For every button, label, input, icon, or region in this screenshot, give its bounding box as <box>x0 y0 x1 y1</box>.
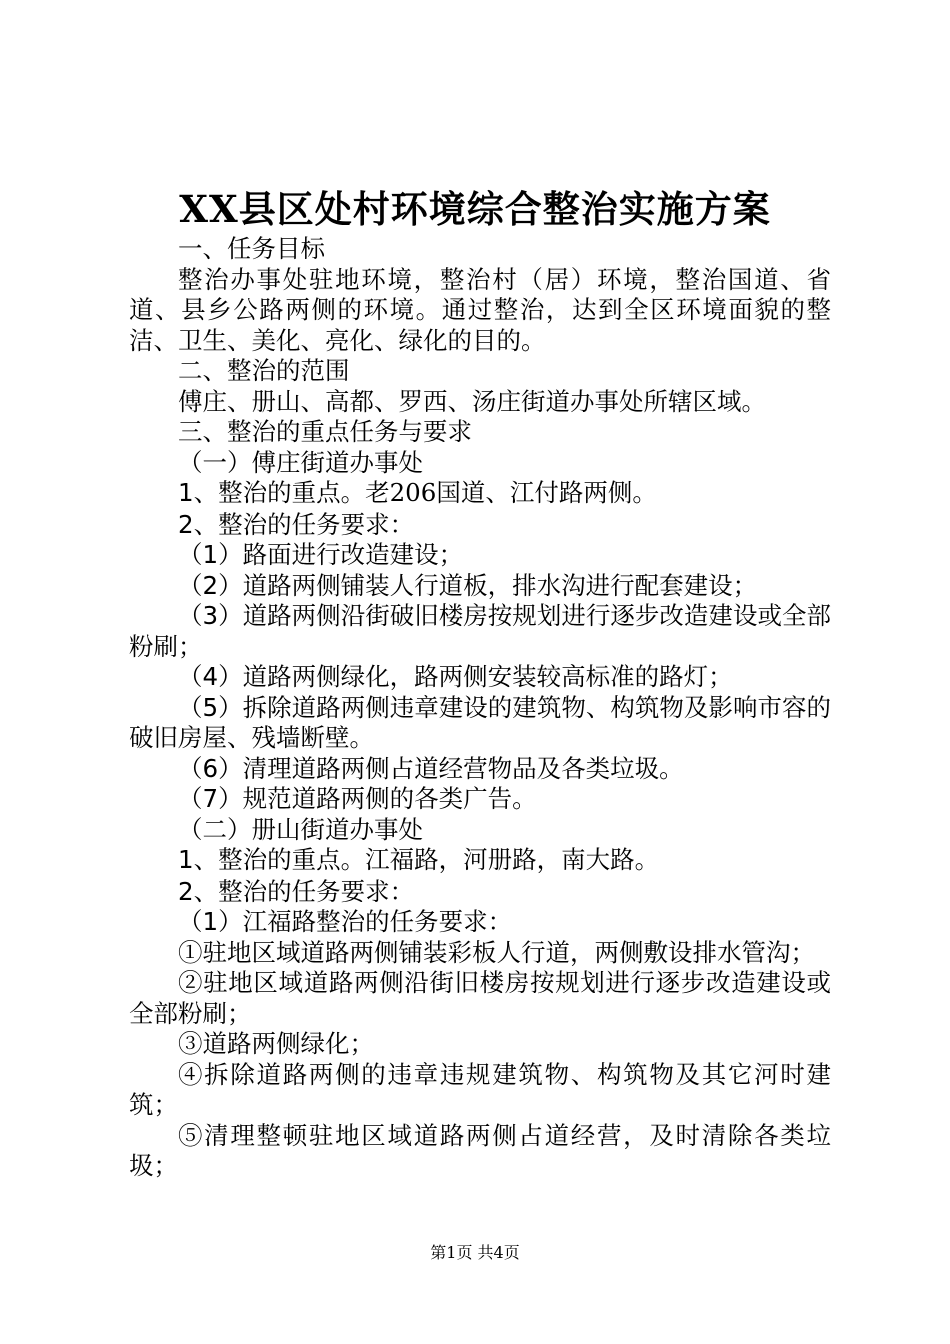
list-item: （2）道路两侧铺装人行道板，排水沟进行配套建设； <box>178 570 758 600</box>
subsection-heading-ceshan: （二）册山街道办事处 <box>178 814 423 844</box>
list-item: ②驻地区域道路两侧沿街旧楼房按规划进行逐步改造建设或全部粉刷； <box>129 968 831 1028</box>
list-item: （1）路面进行改造建设； <box>178 540 464 569</box>
document-title: XX县区处村环境综合整治实施方案 <box>179 187 771 231</box>
list-item: ③道路两侧绿化； <box>178 1029 374 1058</box>
item-text: 江福路，河册路，南大路。 <box>365 845 660 874</box>
list-item: （6）清理道路两侧占道经营物品及各类垃圾。 <box>178 753 684 783</box>
item-text: 老206国道、江付路两侧。 <box>365 478 657 507</box>
item-label: 1、整治的重点。 <box>178 845 366 874</box>
list-item: ①驻地区域道路两侧铺装彩板人行道，两侧敷设排水管沟； <box>178 937 815 967</box>
list-item: 2、整治的任务要求： <box>178 876 415 906</box>
page-footer: 第1页 共4页 <box>430 1243 520 1262</box>
list-item: （4）道路两侧绿化，路两侧安装较高标准的路灯； <box>178 662 733 691</box>
paragraph-scope: 傅庄、册山、高都、罗西、汤庄街道办事处所辖区域。 <box>178 386 766 416</box>
section-heading-3: 三、整治的重点任务与要求 <box>178 417 472 446</box>
paragraph-task-goal: 整治办事处驻地环境，整治村（居）环境，整治国道、省道、县乡公路两侧的环境。通过整治，达到全区环境面貌的整洁、卫生、美化、亮化、绿化的目的。 <box>129 264 831 355</box>
list-item: （1）江福路整治的任务要求： <box>178 907 513 936</box>
list-item: ⑤清理整顿驻地区域道路两侧占道经营，及时清除各类垃圾； <box>129 1120 831 1180</box>
section-heading-1: 一、任务目标 <box>178 234 325 263</box>
subsection-heading-fuzhuang: （一）傅庄街道办事处 <box>178 447 423 477</box>
list-item: （3）道路两侧沿街破旧楼房按规划进行逐步改造建设或全部粉刷； <box>129 601 831 661</box>
section-heading-2: 二、整治的范围 <box>178 356 350 385</box>
item-label: 1、整治的重点。 <box>178 478 366 507</box>
paragraph-ceshan-focus <box>129 845 831 877</box>
list-item: ④拆除道路两侧的违章违规建筑物、构筑物及其它河时建筑； <box>129 1059 831 1119</box>
list-item: （5）拆除道路两侧违章建设的建筑物、构筑物及影响市容的破旧房屋、残墙断壁。 <box>129 692 831 752</box>
list-item: （7）规范道路两侧的各类广告。 <box>178 784 537 813</box>
list-item: 2、整治的任务要求： <box>178 509 415 539</box>
paragraph-fuzhuang-focus <box>129 478 831 510</box>
document-body <box>129 234 831 1182</box>
